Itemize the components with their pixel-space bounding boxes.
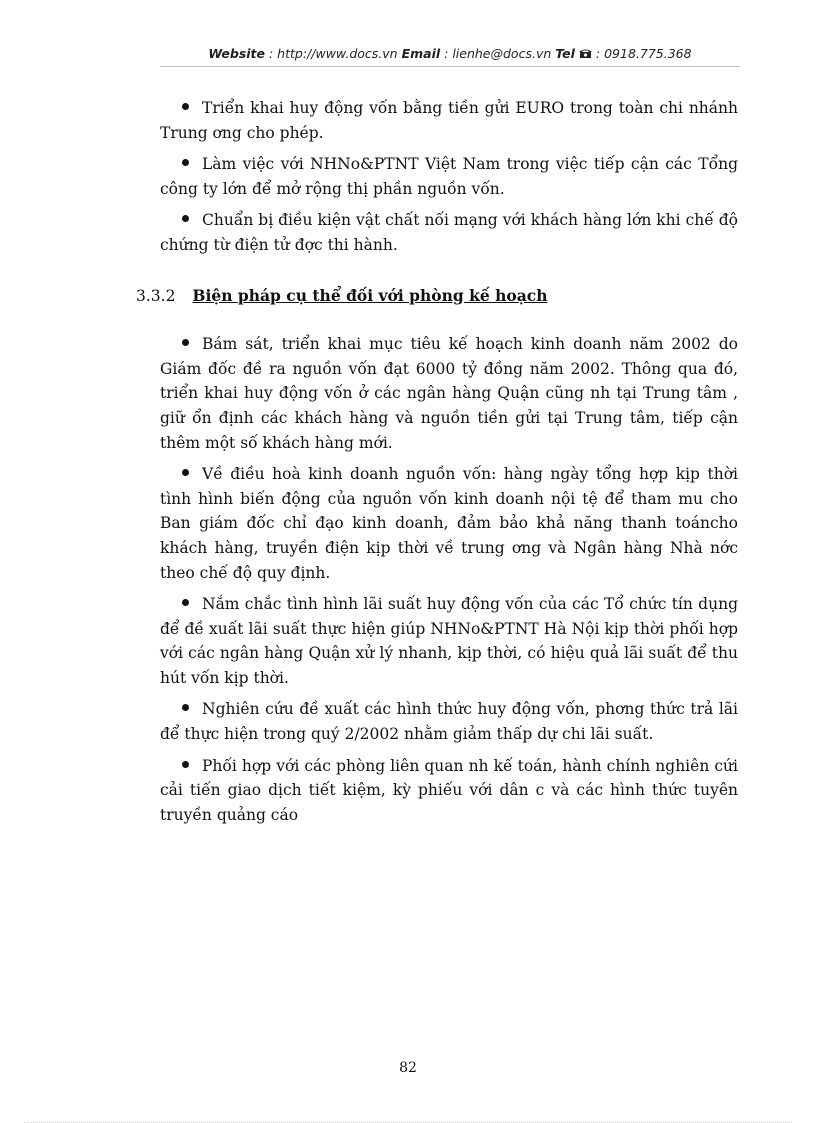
section-title: Biện pháp cụ thể đối với phòng kế hoạch <box>192 285 548 305</box>
bullet-icon <box>182 704 189 711</box>
phone-icon <box>579 48 592 59</box>
bullet-paragraph <box>160 462 738 585</box>
bullet-icon <box>182 599 189 606</box>
email-value: : lienhe@docs.vn <box>444 46 552 61</box>
page-header <box>160 46 740 61</box>
paragraph-text: Chuẩn bị điều kiện vật chất nối mạng với khách hàng lớn khi chế độ chứng từ điện tử đợc thi hành. <box>160 211 738 254</box>
tel-label: Tel <box>555 46 575 61</box>
section-number: 3.3.2 <box>136 286 176 305</box>
bullet-paragraph <box>160 592 738 690</box>
page-number: 82 <box>399 1060 417 1076</box>
bullet-paragraph <box>160 152 738 201</box>
paragraph-text: Nắm chắc tình hình lãi suất huy động vốn của các Tổ chức tín dụng để đề xuất lãi suất thực hiện giúp NHNo&PTNT Hà Nội kịp thời phối hợp với các ngân hàng Quận xử lý nhanh, kịp thời, có hiệu quả lãi suất để thu hút vốn kịp thời. <box>160 595 738 687</box>
bullet-paragraph <box>160 208 738 257</box>
website-value: : http://www.docs.vn <box>269 46 398 61</box>
paragraph-text: Về điều hoà kinh doanh nguồn vốn: hàng ngày tổng hợp kịp thời tình hình biến động của nguồn vốn kinh doanh nội tệ để tham mu cho Ban giám đốc chỉ đạo kinh doanh, đảm bảo khả năng thanh toáncho khách hàng, truyền điện kịp thời về trung ơng và Ngân hàng Nhà nớc theo chế độ quy định. <box>160 465 738 582</box>
paragraph-text: Phối hợp với các phòng liên quan nh kế toán, hành chính nghiên cứi cải tiến giao dịch tiết kiệm, kỳ phiếu với dân c và các hình thức tuyên truyền quảng cáo <box>160 756 738 824</box>
bullet-icon <box>182 215 189 222</box>
section-heading <box>136 284 738 309</box>
bullet-icon <box>182 159 189 166</box>
bullet-paragraph <box>160 96 738 145</box>
paragraph-text: Làm việc với NHNo&PTNT Việt Nam trong việc tiếp cận các Tổng công ty lớn để mở rộng thị phần nguồn vốn. <box>160 155 738 198</box>
bullet-icon <box>182 103 189 110</box>
document-body <box>136 96 738 834</box>
header-divider <box>160 66 740 67</box>
paragraph-text: Triển khai huy động vốn bằng tiền gửi EURO trong toàn chi nhánh Trung ơng cho phép. <box>160 99 738 142</box>
bullet-paragraph <box>160 332 738 455</box>
tel-value: : 0918.775.368 <box>595 46 692 61</box>
bullet-paragraph <box>160 697 738 746</box>
website-label: Website <box>208 46 266 61</box>
bullet-icon <box>182 761 189 768</box>
paragraph-text: Nghiên cứu đề xuất các hình thức huy động vốn, phơng thức trả lãi để thực hiện trong quý 2/2002 nhằm giảm thấp dự chi lãi suất. <box>160 700 738 744</box>
bullet-paragraph <box>160 754 738 828</box>
bullet-icon <box>182 469 189 476</box>
paragraph-text: Bám sát, triển khai mục tiêu kế hoạch kinh doanh năm 2002 do Giám đốc đề ra nguồn vốn đạt 6000 tỷ đồng năm 2002. Thông qua đó, triển khai huy động vốn ở các ngân hàng Quận cũng nh tại Trung tâm , giữ ổn định các khách hàng và nguồn tiền gửi tại Trung tâm, tiếp cận thêm một số khách hàng mới. <box>160 335 738 452</box>
email-label: Email <box>401 46 441 61</box>
bullet-icon <box>182 339 189 346</box>
